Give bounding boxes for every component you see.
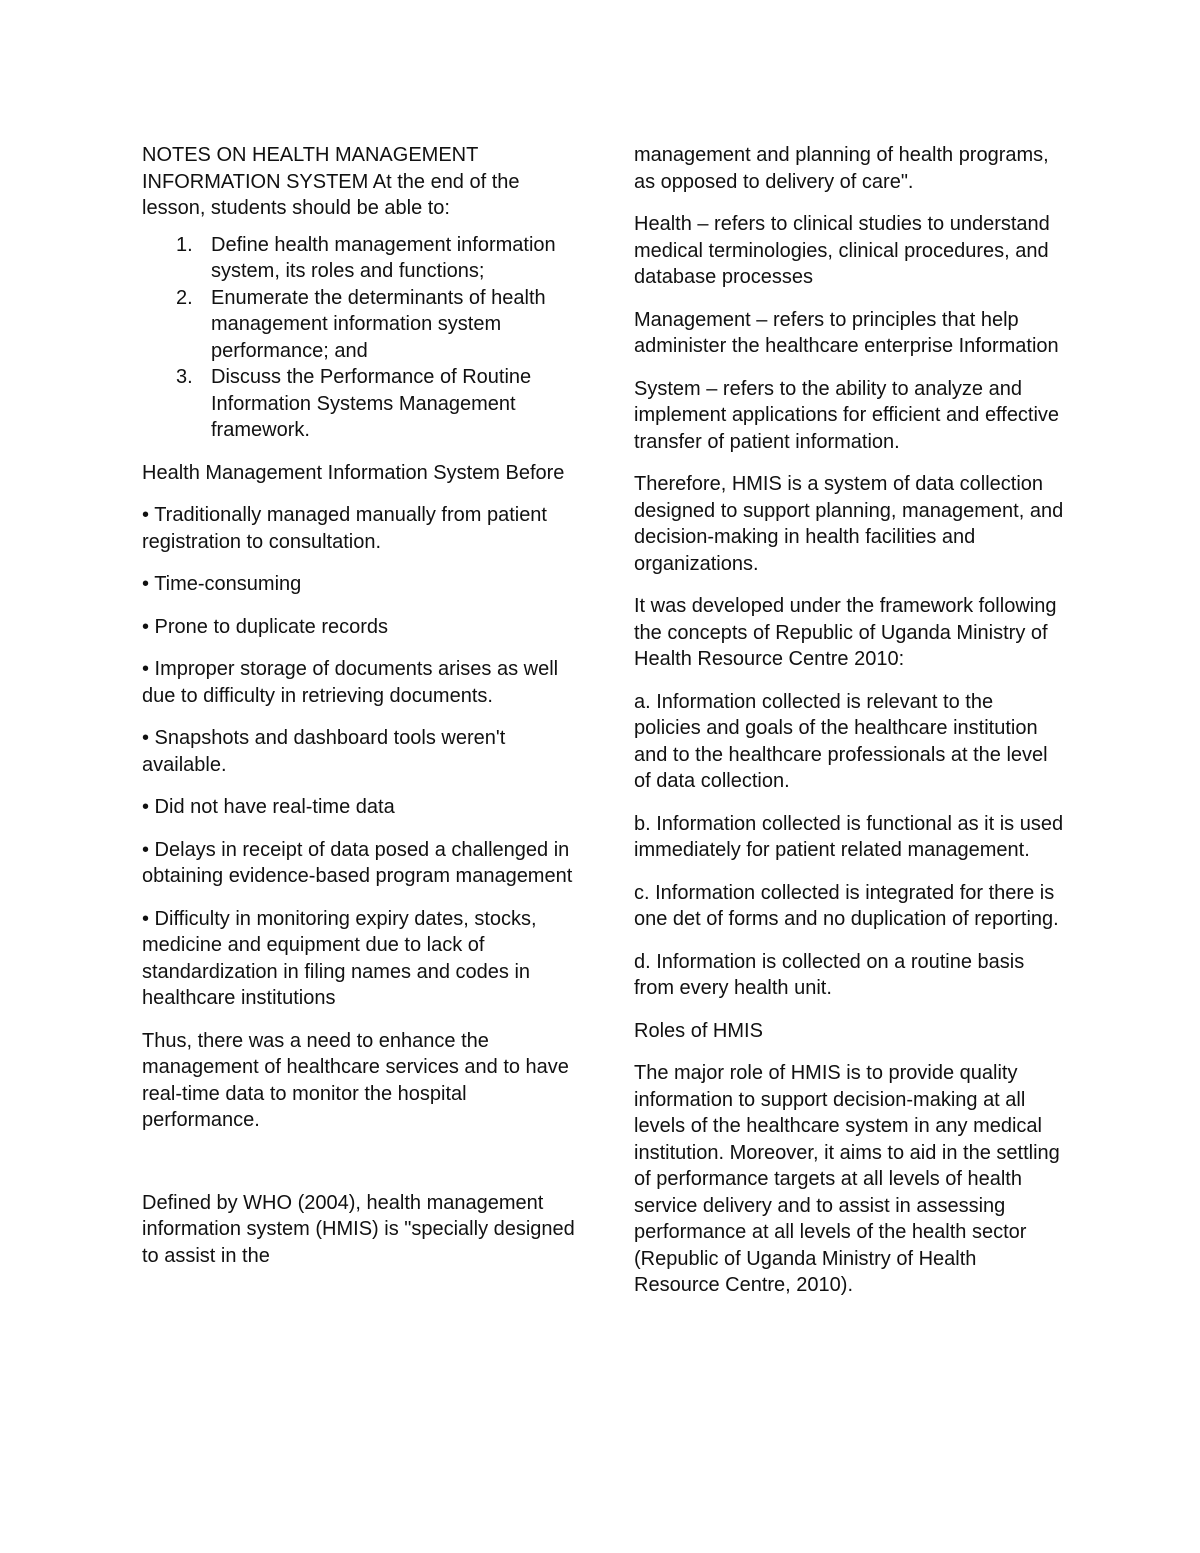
left-column bbox=[142, 142, 580, 1285]
objective-text: Define health management information system, its roles and functions; bbox=[211, 233, 556, 282]
objective-text: Enumerate the determinants of health management information system performance; and bbox=[211, 286, 546, 362]
objective-text: Discuss the Performance of Routine Information Systems Management framework. bbox=[211, 366, 532, 441]
bullet-item: • Delays in receipt of data posed a challenged in obtaining evidence-based program management bbox=[142, 838, 573, 887]
definition-start: Defined by WHO (2004), health management information system (HMIS) is "specially designed to assist in the bbox=[142, 1191, 575, 1267]
bullet-item: • Did not have real-time data bbox=[142, 796, 395, 818]
objective-number: 3. bbox=[176, 366, 193, 388]
objectives-list bbox=[142, 232, 580, 444]
blank-line bbox=[142, 1150, 580, 1190]
right-column bbox=[634, 142, 1064, 1315]
bullet-item: • Traditionally managed manually from patient registration to consultation. bbox=[142, 504, 547, 553]
bullet-item: • Time-consuming bbox=[142, 573, 302, 595]
before-heading: Health Management Information System Before bbox=[142, 461, 565, 484]
objective-item bbox=[142, 364, 580, 444]
framework-point: b. Information collected is functional as it is used immediately for patient related management. bbox=[634, 812, 1064, 861]
roles-paragraph: The major role of HMIS is to provide quality information to support decision-making at all levels of the healthcare system in any medical institution. Moreover, it aims to aid in the settling of performance targets at all levels of health service delivery and to assist in assessing performance at all levels of the health sector (Republic of Uganda Ministry of Health Resource Centre, 2010). bbox=[634, 1062, 1060, 1296]
objective-number: 2. bbox=[176, 286, 193, 309]
framework-paragraph: It was developed under the framework following the concepts of Republic of Uganda Ministry of Health Resource Centre 2010: bbox=[634, 595, 1057, 670]
objective-item bbox=[142, 285, 580, 365]
health-definition: Health – refers to clinical studies to understand medical terminologies, clinical procedures, and database processes bbox=[634, 213, 1050, 288]
framework-point: d. Information is collected on a routine basis from every health unit. bbox=[634, 950, 1025, 999]
objective-item bbox=[142, 232, 580, 285]
bullet-item: • Snapshots and dashboard tools weren't available. bbox=[142, 727, 506, 776]
framework-point: c. Information collected is integrated for there is one det of forms and no duplication of reporting. bbox=[634, 881, 1059, 930]
bullet-item: • Difficulty in monitoring expiry dates, stocks, medicine and equipment due to lack of standardization in filing names and codes in healthcare institutions bbox=[142, 907, 537, 1009]
therefore-paragraph: Therefore, HMIS is a system of data collection designed to support planning, management, and decision-making in health facilities and organizations. bbox=[634, 473, 1064, 575]
intro-paragraph: NOTES ON HEALTH MANAGEMENT INFORMATION SYSTEM At the end of the lesson, students should be able to: bbox=[142, 144, 520, 219]
management-definition: Management – refers to principles that help administer the healthcare enterprise Information bbox=[634, 308, 1059, 357]
framework-point: a. Information collected is relevant to the policies and goals of the healthcare institution and to the healthcare professionals at the level of data collection. bbox=[634, 690, 1048, 792]
thus-paragraph: Thus, there was a need to enhance the management of healthcare services and to have real-time data to monitor the hospital performance. bbox=[142, 1029, 569, 1131]
bullet-item: • Improper storage of documents arises as well due to difficulty in retrieving documents. bbox=[142, 658, 559, 707]
bullet-item: • Prone to duplicate records bbox=[142, 615, 389, 638]
definition-end: management and planning of health programs, as opposed to delivery of care". bbox=[634, 144, 1049, 193]
system-definition: System – refers to the ability to analyze and implement applications for efficient and effective transfer of patient information. bbox=[634, 377, 1060, 453]
objective-number: 1. bbox=[176, 233, 193, 256]
roles-heading: Roles of HMIS bbox=[634, 1019, 763, 1042]
